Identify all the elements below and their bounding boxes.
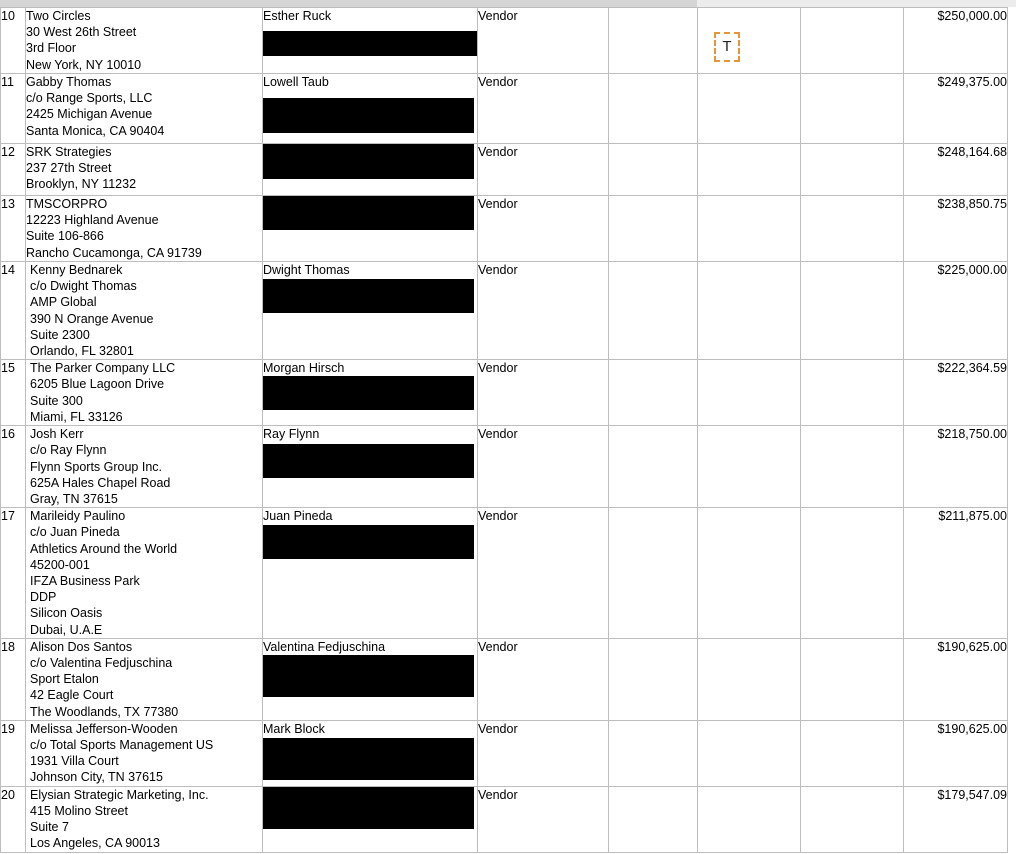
address-line: Suite 300 (30, 393, 83, 408)
address-line: 45200-001 (30, 557, 90, 572)
empty-cell (698, 8, 801, 74)
amount-cell: $222,364.59 (904, 360, 1008, 426)
address-line: Flynn Sports Group Inc. (30, 459, 163, 474)
type-cell: Vendor (478, 508, 609, 639)
header-shade-left (0, 0, 697, 7)
redaction-block (263, 525, 474, 559)
header-shade-right (697, 0, 1016, 7)
table-row (1, 8, 1008, 74)
empty-cell (801, 144, 904, 196)
empty-cell (609, 74, 698, 144)
contact-cell (263, 262, 478, 360)
empty-cell (698, 638, 801, 720)
table-row (1, 638, 1008, 720)
row-number: 15 (1, 360, 26, 426)
empty-cell (801, 360, 904, 426)
address-line: Marileidy Paulino (30, 509, 126, 524)
table-row (1, 786, 1008, 852)
empty-cell (698, 262, 801, 360)
amount-cell: $190,625.00 (904, 720, 1008, 786)
address-line: 42 Eagle Court (30, 688, 114, 703)
amount-cell: $190,625.00 (904, 638, 1008, 720)
address-line: Kenny Bednarek (30, 263, 123, 277)
contact-cell (263, 638, 478, 720)
contact-name: Dwight Thomas (263, 263, 350, 277)
address-cell (26, 786, 263, 852)
type-cell: Vendor (478, 8, 609, 74)
address-line: DDP (30, 590, 57, 605)
table-row (1, 262, 1008, 360)
redaction-block (263, 787, 474, 829)
address-line: SRK Strategies (26, 145, 112, 159)
contact-name: Lowell Taub (263, 75, 329, 89)
empty-cell (801, 426, 904, 508)
address-line: Orlando, FL 32801 (30, 344, 134, 359)
row-number: 13 (1, 196, 26, 262)
empty-cell (698, 196, 801, 262)
type-cell: Vendor (478, 262, 609, 360)
empty-cell (609, 196, 698, 262)
address-line: 390 N Orange Avenue (30, 311, 154, 326)
empty-cell (801, 638, 904, 720)
redaction-block (263, 376, 474, 410)
empty-cell (609, 426, 698, 508)
row-number: 10 (1, 8, 26, 74)
empty-cell (698, 360, 801, 426)
table-row (1, 508, 1008, 639)
contact-name: Esther Ruck (263, 9, 332, 23)
address-cell (26, 196, 263, 262)
redaction-block (263, 98, 474, 133)
redaction-block (263, 196, 474, 230)
address-line: Sport Etalon (30, 672, 99, 687)
amount-cell: $218,750.00 (904, 426, 1008, 508)
amount-cell: $238,850.75 (904, 196, 1008, 262)
address-line: 237 27th Street (26, 161, 112, 176)
address-line: 2425 Michigan Avenue (26, 107, 153, 122)
empty-cell (801, 786, 904, 852)
contact-cell (263, 74, 478, 144)
contact-cell (263, 360, 478, 426)
address-cell (26, 262, 263, 360)
empty-cell (609, 786, 698, 852)
redaction-block (263, 444, 474, 478)
address-line: 625A Hales Chapel Road (30, 475, 171, 490)
type-cell: Vendor (478, 786, 609, 852)
redaction-block (263, 655, 474, 697)
empty-cell (801, 8, 904, 74)
address-line: c/o Valentina Fedjuschina (30, 656, 173, 671)
redaction-block (263, 31, 478, 56)
address-line: Athletics Around the World (30, 541, 178, 556)
address-line: Melissa Jefferson-Wooden (30, 721, 178, 736)
contact-cell (263, 720, 478, 786)
amount-cell: $250,000.00 (904, 8, 1008, 74)
vendor-table (0, 7, 1008, 853)
empty-cell (609, 360, 698, 426)
empty-cell (698, 144, 801, 196)
contact-cell (263, 8, 478, 74)
text-annotation-box[interactable]: T (714, 32, 740, 62)
empty-cell (801, 74, 904, 144)
address-line: 1931 Villa Court (30, 754, 119, 769)
row-number: 12 (1, 144, 26, 196)
empty-cell (698, 74, 801, 144)
address-line: c/o Juan Pineda (30, 525, 120, 540)
address-line: Elysian Strategic Marketing, Inc. (30, 787, 209, 802)
address-line: Silicon Oasis (30, 606, 103, 621)
empty-cell (609, 638, 698, 720)
address-line: c/o Dwight Thomas (30, 279, 137, 294)
contact-cell (263, 786, 478, 852)
address-line: The Woodlands, TX 77380 (30, 704, 179, 719)
address-line: 3rd Floor (26, 41, 77, 56)
address-line: Gabby Thomas (26, 75, 112, 89)
empty-cell (801, 262, 904, 360)
address-line: c/o Range Sports, LLC (26, 91, 153, 106)
amount-cell: $249,375.00 (904, 74, 1008, 144)
empty-cell (698, 786, 801, 852)
type-cell: Vendor (478, 638, 609, 720)
contact-name: Juan Pineda (263, 509, 333, 524)
address-cell (26, 74, 263, 144)
table-row (1, 144, 1008, 196)
address-line: The Parker Company LLC (30, 361, 176, 376)
table-row (1, 74, 1008, 144)
amount-cell: $225,000.00 (904, 262, 1008, 360)
empty-cell (609, 720, 698, 786)
redaction-block (263, 144, 474, 179)
address-line: Johnson City, TN 37615 (30, 770, 163, 785)
address-line: c/o Ray Flynn (30, 443, 107, 458)
contact-name: Ray Flynn (263, 427, 320, 442)
type-cell: Vendor (478, 74, 609, 144)
row-number: 16 (1, 426, 26, 508)
address-line: Rancho Cucamonga, CA 91739 (26, 245, 202, 260)
contact-cell (263, 508, 478, 639)
address-line: IFZA Business Park (30, 574, 140, 589)
empty-cell (801, 720, 904, 786)
contact-name: Morgan Hirsch (263, 361, 345, 376)
address-line: 30 West 26th Street (26, 25, 137, 40)
address-line: Los Angeles, CA 90013 (30, 836, 160, 851)
address-line: Brooklyn, NY 11232 (26, 177, 137, 192)
address-cell (26, 426, 263, 508)
address-line: Dubai, U.A.E (30, 622, 103, 637)
empty-cell (698, 426, 801, 508)
address-cell (26, 144, 263, 196)
address-line: 6205 Blue Lagoon Drive (30, 377, 165, 392)
address-line: 12223 Highland Avenue (26, 213, 159, 228)
address-line: Alison Dos Santos (30, 639, 133, 654)
empty-cell (801, 196, 904, 262)
address-line: Gray, TN 37615 (30, 492, 118, 507)
row-number: 18 (1, 638, 26, 720)
address-line: New York, NY 10010 (26, 57, 142, 72)
address-line: Josh Kerr (30, 427, 84, 442)
empty-cell (698, 508, 801, 639)
contact-cell (263, 196, 478, 262)
address-cell (26, 720, 263, 786)
empty-cell (609, 508, 698, 639)
address-cell (26, 638, 263, 720)
type-cell: Vendor (478, 360, 609, 426)
type-cell: Vendor (478, 196, 609, 262)
row-number: 20 (1, 786, 26, 852)
address-line: Suite 2300 (30, 327, 90, 342)
empty-cell (801, 508, 904, 639)
amount-cell: $248,164.68 (904, 144, 1008, 196)
address-line: c/o Total Sports Management US (30, 738, 214, 753)
address-line: Suite 7 (30, 820, 69, 835)
contact-name: Mark Block (263, 721, 325, 736)
redaction-block (263, 279, 474, 313)
address-line: AMP Global (30, 295, 97, 310)
table-row (1, 720, 1008, 786)
row-number: 11 (1, 74, 26, 144)
address-cell (26, 8, 263, 74)
contact-cell (263, 144, 478, 196)
address-line: 415 Molino Street (30, 804, 128, 819)
row-number: 17 (1, 508, 26, 639)
address-line: Santa Monica, CA 90404 (26, 123, 165, 138)
empty-cell (698, 720, 801, 786)
row-number: 19 (1, 720, 26, 786)
address-cell (26, 360, 263, 426)
contact-cell (263, 426, 478, 508)
table-row (1, 360, 1008, 426)
address-cell (26, 508, 263, 639)
table-row (1, 196, 1008, 262)
amount-cell: $211,875.00 (904, 508, 1008, 639)
redaction-block (263, 738, 474, 780)
type-cell: Vendor (478, 144, 609, 196)
address-line: Suite 106-866 (26, 229, 104, 244)
amount-cell: $179,547.09 (904, 786, 1008, 852)
empty-cell (609, 262, 698, 360)
address-line: TMSCORPRO (26, 197, 108, 211)
type-cell: Vendor (478, 426, 609, 508)
empty-cell (609, 144, 698, 196)
table-row (1, 426, 1008, 508)
address-line: Miami, FL 33126 (30, 409, 123, 424)
row-number: 14 (1, 262, 26, 360)
empty-cell (609, 8, 698, 74)
contact-name: Valentina Fedjuschina (263, 639, 386, 654)
address-line: Two Circles (26, 9, 91, 23)
type-cell: Vendor (478, 720, 609, 786)
